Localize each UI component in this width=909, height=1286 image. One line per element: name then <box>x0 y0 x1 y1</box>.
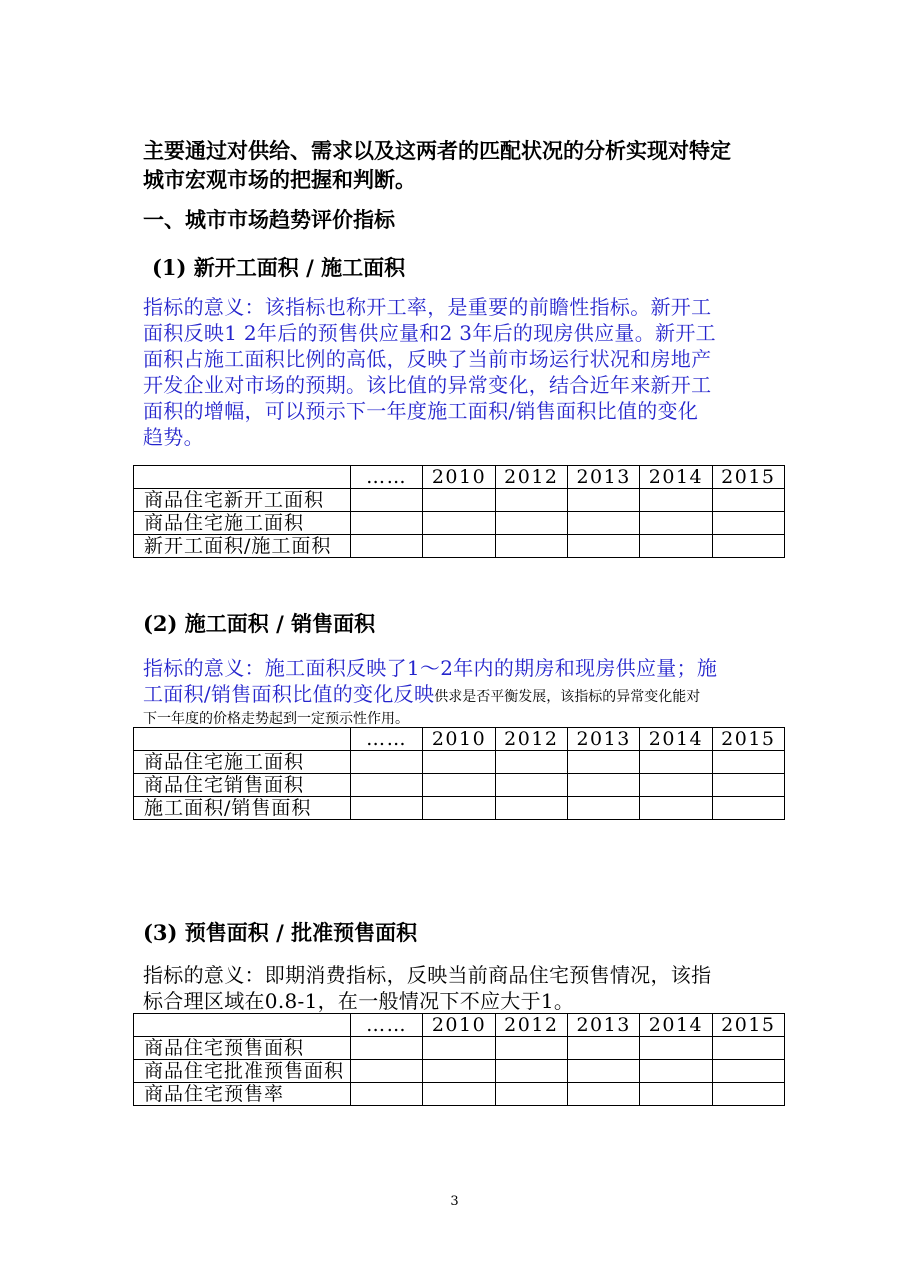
indicator-table-2 <box>133 727 785 820</box>
indicator-table-3 <box>133 1013 785 1106</box>
cell <box>495 774 567 797</box>
para-line: 指标的意义：该指标也称开工率，是重要的前瞻性指标。新开工 <box>143 295 712 319</box>
para-text-small: 供求是否平衡发展，该指标的异常变化能对 <box>434 689 701 705</box>
cell <box>423 1060 495 1083</box>
cell <box>640 535 712 558</box>
table-header-row <box>134 1014 785 1037</box>
para-line: 面积占施工面积比例的高低，反映了当前市场运行状况和房地产 <box>143 347 712 371</box>
cell <box>495 489 567 512</box>
cell <box>712 535 784 558</box>
header-cell: 2014 <box>640 728 712 751</box>
header-cell: 2012 <box>495 1014 567 1037</box>
para-line: 标合理区域在0.8-1，在一般情况下不应大于1。 <box>143 989 575 1013</box>
cell <box>712 751 784 774</box>
cell <box>351 774 423 797</box>
cell <box>495 751 567 774</box>
row-label: 商品住宅新开工面积 <box>134 489 351 512</box>
cell <box>351 1083 423 1106</box>
cell <box>567 489 639 512</box>
subsection-heading-3: (3) 预售面积 / 批准预售面积 <box>143 920 418 945</box>
header-cell: 2015 <box>712 466 784 489</box>
cell <box>567 1083 639 1106</box>
cell <box>495 512 567 535</box>
header-cell: 2012 <box>495 728 567 751</box>
cell <box>495 797 567 820</box>
para-line: 面积的增幅，可以预示下一年度施工面积/销售面积比值的变化 <box>143 399 699 423</box>
header-cell <box>134 1014 351 1037</box>
cell <box>423 1083 495 1106</box>
cell <box>423 797 495 820</box>
cell <box>640 512 712 535</box>
row-label: 商品住宅预售率 <box>134 1083 351 1106</box>
cell <box>351 1037 423 1060</box>
para-line: 趋势。 <box>143 425 204 449</box>
page-number: 3 <box>450 1194 459 1209</box>
intro-paragraph <box>143 136 731 194</box>
para-line: 指标的意义：即期消费指标，反映当前商品住宅预售情况，该指 <box>143 963 712 987</box>
cell <box>640 774 712 797</box>
cell <box>567 797 639 820</box>
intro-line: 城市宏观市场的把握和判断。 <box>143 167 416 192</box>
cell <box>640 489 712 512</box>
cell <box>567 1060 639 1083</box>
table-row <box>134 1060 785 1083</box>
cell <box>423 535 495 558</box>
row-label: 商品住宅销售面积 <box>134 774 351 797</box>
header-cell <box>134 728 351 751</box>
table-row <box>134 797 785 820</box>
cell <box>567 1037 639 1060</box>
header-cell: 2015 <box>712 728 784 751</box>
cell <box>351 797 423 820</box>
cell <box>423 751 495 774</box>
header-cell: 2010 <box>423 728 495 751</box>
cell <box>423 512 495 535</box>
cell <box>351 489 423 512</box>
cell <box>567 774 639 797</box>
cell <box>567 751 639 774</box>
para-line: 开发企业对市场的预期。该比值的异常变化，结合近年来新开工 <box>143 373 712 397</box>
table-row <box>134 489 785 512</box>
para-line: 指标的意义：施工面积反映了1～2年内的期房和现房供应量；施 <box>143 656 718 680</box>
para-line <box>143 681 717 710</box>
cell <box>567 512 639 535</box>
table-row <box>134 1083 785 1106</box>
cell <box>640 751 712 774</box>
intro-line: 主要通过对供给、需求以及这两者的匹配状况的分析实现对特定 <box>143 138 731 163</box>
indicator-table-1 <box>133 465 785 558</box>
table-header-row <box>134 466 785 489</box>
para-line: 面积反映1 2年后的预售供应量和2 3年后的现房供应量。新开工 <box>143 321 716 345</box>
row-label: 商品住宅施工面积 <box>134 751 351 774</box>
cell <box>495 1037 567 1060</box>
header-cell: 2010 <box>423 1014 495 1037</box>
header-cell: 2015 <box>712 1014 784 1037</box>
cell <box>351 751 423 774</box>
header-cell: 2010 <box>423 466 495 489</box>
cell <box>567 535 639 558</box>
header-cell: 2013 <box>567 728 639 751</box>
table-row <box>134 535 785 558</box>
cell <box>351 512 423 535</box>
cell <box>640 797 712 820</box>
subsection-heading-1: (1) 新开工面积 / 施工面积 <box>152 255 406 280</box>
row-label: 商品住宅预售面积 <box>134 1037 351 1060</box>
table-header-row <box>134 728 785 751</box>
header-cell: 2013 <box>567 466 639 489</box>
cell <box>712 512 784 535</box>
cell <box>712 1083 784 1106</box>
header-cell <box>134 466 351 489</box>
row-label: 商品住宅施工面积 <box>134 512 351 535</box>
table-row <box>134 774 785 797</box>
cell <box>423 489 495 512</box>
cell <box>423 774 495 797</box>
indicator-description-2 <box>143 655 717 728</box>
table-row <box>134 512 785 535</box>
header-cell: 2014 <box>640 466 712 489</box>
row-label: 新开工面积/施工面积 <box>134 535 351 558</box>
cell <box>712 1060 784 1083</box>
table-row <box>134 1037 785 1060</box>
header-cell: …… <box>351 728 423 751</box>
header-cell: …… <box>351 466 423 489</box>
header-cell: 2013 <box>567 1014 639 1037</box>
table-row <box>134 751 785 774</box>
subsection-heading-2: (2) 施工面积 / 销售面积 <box>143 611 376 636</box>
cell <box>640 1037 712 1060</box>
cell <box>351 1060 423 1083</box>
row-label: 施工面积/销售面积 <box>134 797 351 820</box>
row-label: 商品住宅批准预售面积 <box>134 1060 351 1083</box>
header-cell: …… <box>351 1014 423 1037</box>
header-cell: 2012 <box>495 466 567 489</box>
cell <box>351 535 423 558</box>
indicator-description-3 <box>143 962 711 1014</box>
cell <box>712 1037 784 1060</box>
header-cell: 2014 <box>640 1014 712 1037</box>
cell <box>495 1060 567 1083</box>
cell <box>495 535 567 558</box>
cell <box>423 1037 495 1060</box>
cell <box>640 1060 712 1083</box>
para-line: 下一年度的价格走势起到一定预示性作用。 <box>143 711 409 727</box>
cell <box>495 1083 567 1106</box>
cell <box>640 1083 712 1106</box>
para-text-blue: 工面积/销售面积比值的变化反映 <box>143 682 435 706</box>
cell <box>712 797 784 820</box>
cell <box>712 489 784 512</box>
cell <box>712 774 784 797</box>
section-heading: 一、城市市场趋势评价指标 <box>143 207 395 232</box>
indicator-description-1 <box>143 294 716 450</box>
